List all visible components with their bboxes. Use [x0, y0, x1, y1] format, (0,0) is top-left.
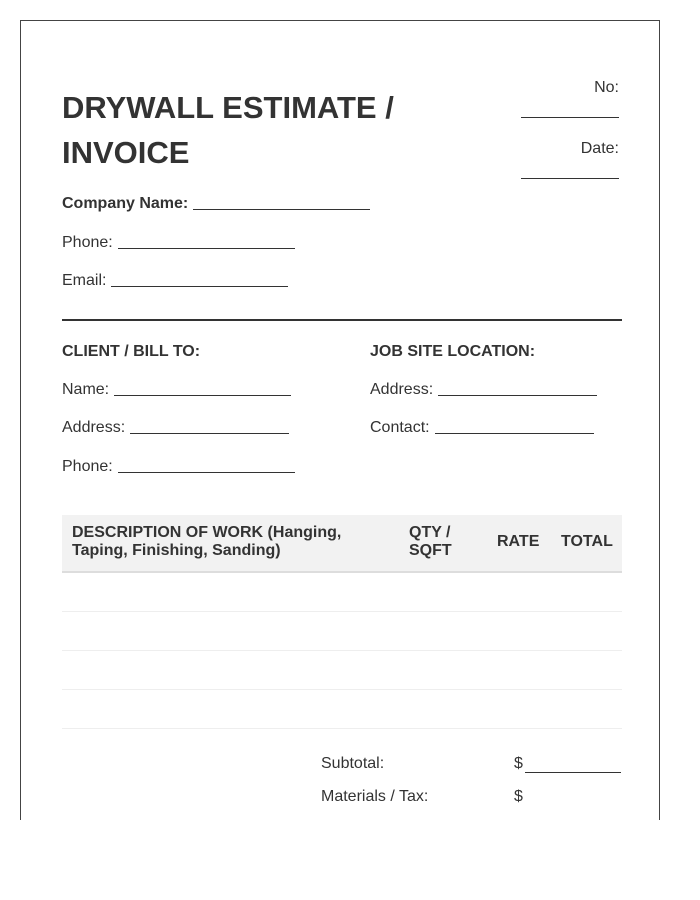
qty-header-line-1: QTY /: [409, 524, 451, 541]
description-header-line-1: DESCRIPTION OF WORK (Hanging,: [72, 524, 342, 541]
company-name-field[interactable]: [193, 209, 370, 210]
table-body: [62, 573, 622, 729]
job-site-contact-label: Contact:: [370, 419, 430, 436]
client-address-row: [62, 419, 289, 437]
client-address-label: Address:: [62, 419, 126, 436]
table-header: [62, 515, 622, 573]
job-site-address-row: [370, 381, 597, 399]
client-heading: CLIENT / BILL TO:: [62, 343, 201, 360]
table-row[interactable]: [62, 690, 622, 729]
company-phone-field[interactable]: [118, 248, 295, 249]
date-field[interactable]: [521, 178, 619, 179]
date-label: Date:: [580, 140, 619, 157]
client-name-label: Name:: [62, 381, 110, 398]
title-line-2: INVOICE: [62, 135, 190, 170]
company-phone-row: [62, 234, 295, 252]
company-email-row: [62, 272, 288, 290]
company-name-row: [62, 195, 370, 213]
work-table: [62, 515, 622, 729]
invoice-sheet: [20, 20, 660, 820]
company-phone-label: Phone:: [62, 234, 113, 251]
table-row[interactable]: [62, 612, 622, 651]
company-email-label: Email:: [62, 272, 107, 289]
column-header-qty: [409, 524, 469, 560]
client-phone-label: Phone:: [62, 458, 113, 475]
job-site-address-label: Address:: [370, 381, 434, 398]
subtotal-currency: $: [514, 755, 523, 772]
column-header-total: TOTAL: [561, 533, 613, 550]
number-label: No:: [594, 79, 619, 96]
company-name-label: Company Name:: [62, 195, 189, 212]
client-address-field[interactable]: [130, 433, 289, 434]
description-header-line-2: Taping, Finishing, Sanding): [72, 542, 281, 559]
table-row[interactable]: [62, 573, 622, 612]
materials-tax-label: Materials / Tax:: [321, 788, 429, 805]
job-site-contact-field[interactable]: [435, 433, 594, 434]
document-title: [62, 85, 462, 175]
title-line-1: DRYWALL ESTIMATE /: [62, 90, 394, 125]
section-divider: [62, 319, 622, 321]
company-email-field[interactable]: [111, 286, 288, 287]
column-header-description: [72, 524, 372, 560]
job-site-address-field[interactable]: [438, 395, 597, 396]
job-site-contact-row: [370, 419, 594, 437]
materials-tax-currency: $: [514, 788, 523, 805]
client-phone-row: [62, 458, 295, 476]
client-name-row: [62, 381, 291, 399]
column-header-rate: RATE: [497, 533, 540, 550]
table-row[interactable]: [62, 651, 622, 690]
subtotal-label: Subtotal:: [321, 755, 385, 772]
client-name-field[interactable]: [114, 395, 291, 396]
number-field[interactable]: [521, 117, 619, 118]
job-site-heading: JOB SITE LOCATION:: [370, 343, 536, 360]
qty-header-line-2: SQFT: [409, 542, 452, 559]
client-phone-field[interactable]: [118, 472, 295, 473]
subtotal-field[interactable]: [525, 772, 621, 773]
